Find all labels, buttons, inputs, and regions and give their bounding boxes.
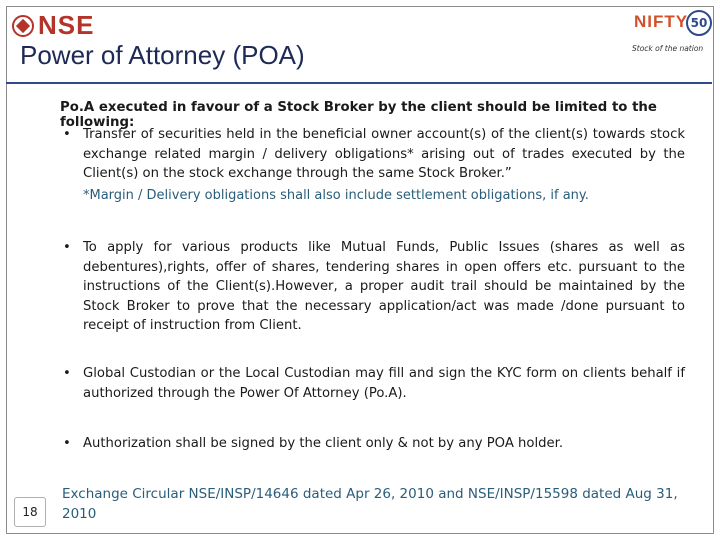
bullet-item xyxy=(63,125,685,184)
slide-number: 18 xyxy=(14,497,46,527)
bullet-icon: • xyxy=(63,240,71,255)
bullet-text: To apply for various products like Mutual Funds, Public Issues (shares as well as debentures),rights, offer of shares, tendering shares in open offers etc. pursuant to the instructions of the Client(s).However, a proper audit trail should be maintained by the Stock Broker to prove that the necessary application/act was made /done pursuant to receipt of instruction from Client. xyxy=(83,240,685,333)
slide-title: Power of Attorney (POA) xyxy=(20,40,305,70)
bullet-item xyxy=(63,364,685,403)
bullet-text: Transfer of securities held in the beneficial owner account(s) of the client(s) towards stock exchange related margin / delivery obligations* arising out of trades executed by the Client(s) on the stock exchange through the same Stock Broker.” xyxy=(83,127,685,181)
bullet-item xyxy=(63,238,685,336)
nse-logo-text: NSE xyxy=(38,10,95,40)
nifty-tagline: Stock of the nation xyxy=(632,44,704,53)
nifty-logo-number: 50 xyxy=(686,10,712,36)
bullet-icon: • xyxy=(63,436,71,451)
title-divider xyxy=(6,82,712,84)
circular-reference: Exchange Circular NSE/INSP/14646 dated Apr 26, 2010 and NSE/INSP/15598 dated Aug 31, 2010 xyxy=(62,486,678,522)
margin-note: *Margin / Delivery obligations shall also include settlement obligations, if any. xyxy=(83,188,589,203)
bullet-text: Authorization shall be signed by the client only & not by any POA holder. xyxy=(83,436,564,451)
nse-emblem-icon xyxy=(12,15,34,37)
lead-statement: Po.A executed in favour of a Stock Broker by the client should be limited to the following: xyxy=(60,100,657,130)
bullet-icon: • xyxy=(63,366,71,381)
bullet-item xyxy=(63,434,685,454)
nse-logo xyxy=(12,10,94,41)
nifty-logo-text: NIFTY xyxy=(634,12,689,31)
bullet-icon: • xyxy=(63,127,71,142)
bullet-text: Global Custodian or the Local Custodian may fill and sign the KYC form on clients behalf if authorized through the Power Of Attorney (Po.A). xyxy=(83,366,685,401)
nifty-logo xyxy=(632,8,712,56)
